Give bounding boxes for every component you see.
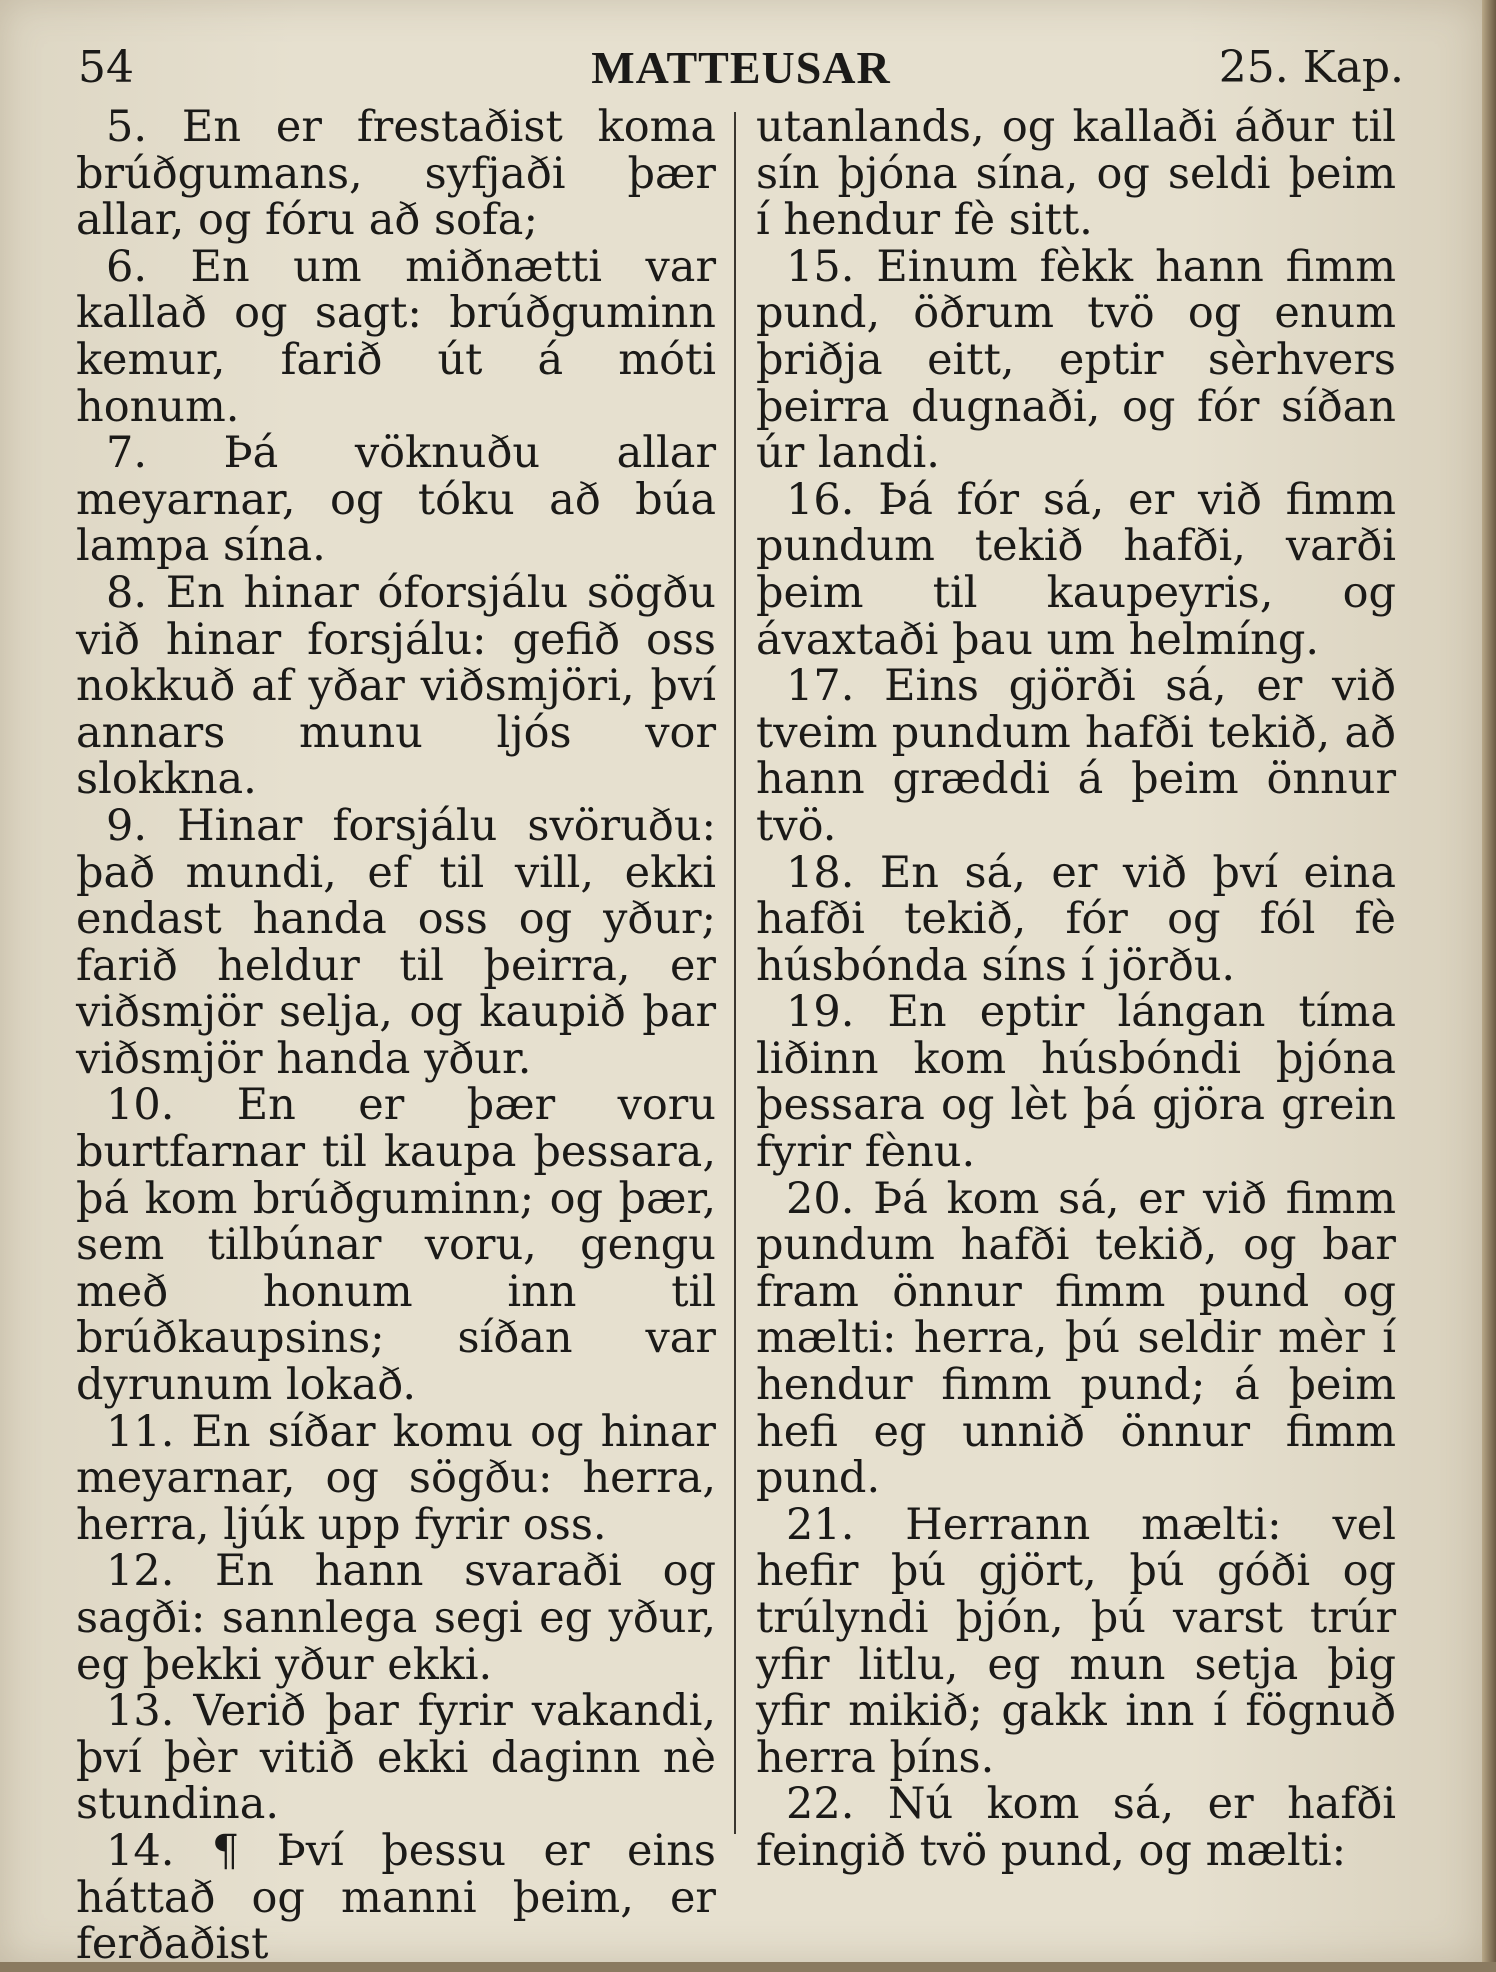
- page-edge-right: [1482, 0, 1496, 1972]
- verse-10: 10. En er þær voru burtfarnar til kaupa þessara, þá kom brúðguminn; og þær, sem tilbúnar voru, gengu með honum inn til brúðkaupsins; síðan var dyrunum lokað.: [76, 1080, 716, 1411]
- verse-15: 15. Einum fèkk hann fimm pund, öðrum tvö og enum þriðja eitt, eptir sèrhvers þeirra dugnaði, og fór síðan úr landi.: [756, 241, 1396, 479]
- verse-16: 16. Þá fór sá, er við fimm pundum tekið hafði, varði þeim til kaupeyris, og ávaxtaði þau um helmíng.: [756, 474, 1396, 665]
- chapter-label: 25. Kap.: [1218, 42, 1404, 93]
- verse-22: 22. Nú kom sá, er hafði feingið tvö pund, og mælti:: [756, 1779, 1396, 1876]
- verse-19: 19. En eptir lángan tíma liðinn kom húsbóndi þjóna þessara og lèt þá gjöra grein fyrir fènu.: [756, 987, 1396, 1178]
- verse-5: 5. En er frestaðist koma brúðgumans, syfjaði þær allar, og fóru að sofa;: [76, 102, 716, 246]
- verse-8: 8. En hinar óforsjálu sögðu við hinar forsjálu: gefið oss nokkuð af yðar viðsmjöri, því annars munu ljós vor slokkna.: [76, 567, 716, 805]
- book-title: MATTEUSAR: [591, 42, 891, 93]
- verse-17: 17. Eins gjörði sá, er við tveim pundum hafði tekið, að hann græddi á þeim önnur tvö.: [756, 661, 1396, 851]
- page-number: 54: [78, 42, 134, 93]
- left-column: [76, 104, 716, 1968]
- running-header: [78, 38, 1404, 98]
- verse-21: 21. Herrann mælti: vel hefir þú gjört, þú góði og trúlyndi þjón, þú varst trúr yfir litlu, eg mun setja þig yfir mikið; gakk inn í fögnuð herra þíns.: [756, 1499, 1396, 1783]
- verse-11: 11. En síðar komu og hinar meyarnar, og sögðu: herra, herra, ljúk upp fyrir oss.: [76, 1406, 716, 1550]
- verse-13: 13. Verið þar fyrir vakandi, því þèr vitið ekki daginn nè stundina.: [76, 1686, 716, 1830]
- verse-7: 7. Þá vöknuðu allar meyarnar, og tóku að búa lampa sína.: [76, 428, 716, 572]
- verse-20: 20. Þá kom sá, er við fimm pundum hafði tekið, og bar fram önnur fimm pund og mælti: herra, þú seldir mèr í hendur fimm pund; á þeim hefi eg unnið önnur fimm pund.: [756, 1173, 1396, 1504]
- right-column: [756, 104, 1396, 1875]
- verse-6: 6. En um miðnætti var kallað og sagt: brúðguminn kemur, farið út á móti honum.: [76, 241, 716, 432]
- verse-9: 9. Hinar forsjálu svöruðu: það mundi, ef til vill, ekki endast handa oss og yður; farið heldur til þeirra, er viðsmjör selja, og kaupið þar viðsmjör handa yður.: [76, 800, 716, 1084]
- verse-12: 12. En hann svaraði og sagði: sannlega segi eg yður, eg þekki yður ekki.: [76, 1546, 716, 1690]
- verse-18: 18. En sá, er við því eina hafði tekið, fór og fól fè húsbónda síns í jörðu.: [756, 847, 1396, 991]
- column-divider: [734, 112, 736, 1834]
- verse-14-continued: utanlands, og kallaði áður til sín þjóna sína, og seldi þeim í hendur fè sitt.: [756, 102, 1396, 246]
- verse-14: 14. ¶ Því þessu er eins háttað og manni þeim, er ferðaðist: [76, 1825, 716, 1970]
